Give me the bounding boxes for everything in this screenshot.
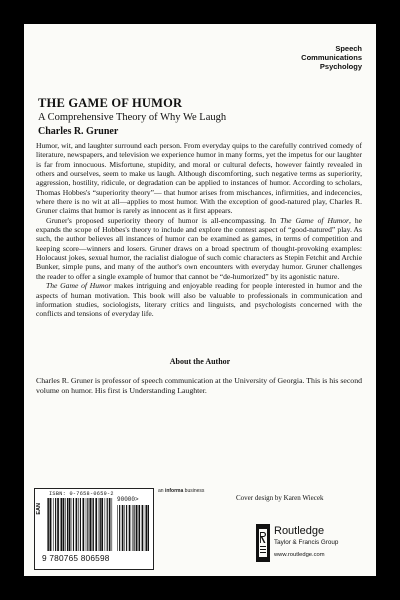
book-description bbox=[36, 141, 362, 319]
isbn-label: ISBN: 0-7658-0659-2 bbox=[49, 491, 114, 497]
routledge-logo-icon bbox=[256, 524, 270, 562]
cover-design-credit: Cover design by Karen Wiecek bbox=[236, 494, 324, 502]
description-paragraph-2: Gruner's proposed superiority theory of humor is all-encompassing. In The Game of Humor, he expands the scope of Hobbes's theory to include and explore the contest aspect of “good-natured” play. As such, the author believes all instances of humor can be examined as games, in terms of competition and keeping score—winners and losers. Gruner draws on a broad spectrum of thought-provoking examples: Holocaust jokes, sexual humor, the racialist dialogue of such comic characters as Stepin Fetchit and Archie Bunker, simple puns, and many of the author's own encounters with everyday humor. Gruner challenges the reader to offer a single example of humor that cannot be “de-humorized” by its agonistic nature. bbox=[36, 215, 363, 281]
description-paragraph-3: The Game of Humor makes intriguing and enjoyable reading for people interested in humor and the aspects of human motivation. This book will also be valuable to professionals in communication and information studies, sociologists, literary critics and linguists, and psychologists concerned with the conflicts and tensions of everyday life. bbox=[36, 281, 362, 319]
barcode-addon-bars bbox=[117, 505, 149, 551]
subject-communications: Communications bbox=[301, 53, 362, 62]
barcode-addon-number: 90000> bbox=[117, 496, 139, 503]
book-title-italic: The Game of Humor bbox=[280, 215, 349, 225]
subject-psychology: Psychology bbox=[319, 62, 362, 71]
book-subtitle: A Comprehensive Theory of Why We Laugh bbox=[38, 112, 227, 123]
book-author: Charles R. Gruner bbox=[38, 126, 119, 137]
description-paragraph-1: Humor, wit, and laughter surround each person. From everyday quips to the carefully contrived comedy of literature, newspapers, and television we experience humor in many forms, yet the impetus for our laughter is far from innocuous. Misfortune, stupidity, and moral or cultural defects, however faintly revealed in others and ourselves, seem to make us laugh. Although discomforting, such negative terms as superiority, aggression, hostility, ridicule, or degradation can be applied to instances of humor. According to scholars, Thomas Hobbes's “superiority theory”— that humor arises from mischances, infirmities, and indecencies, where there is no wit at all—applies to most humor. With the exception of good-natured play, Charles R. Gruner claims that humor is rarely as innocent as it first appears. bbox=[36, 141, 363, 216]
book-title: THE GAME OF HUMOR bbox=[38, 96, 183, 110]
back-cover bbox=[24, 24, 376, 576]
barcode-bars bbox=[47, 498, 113, 551]
about-author-heading: About the Author bbox=[169, 357, 231, 366]
barcode bbox=[34, 488, 154, 570]
subject-categories bbox=[301, 44, 362, 71]
publisher-name: Routledge bbox=[274, 525, 325, 537]
publisher-group: Taylor & Francis Group bbox=[274, 539, 339, 546]
publisher-url: www.routledge.com bbox=[274, 552, 325, 558]
informa-business-label: an informa business bbox=[158, 488, 205, 494]
book-title-italic: The Game of Humor bbox=[46, 281, 112, 291]
ean-label: EAN bbox=[36, 503, 42, 515]
barcode-digits: 9 780765 806598 bbox=[42, 553, 110, 563]
subject-speech: Speech bbox=[335, 44, 362, 53]
about-author-text: Charles R. Gruner is professor of speech communication at the University of Georgia. This is his second volume on humor. His first is Understanding Laughter. bbox=[36, 376, 362, 395]
